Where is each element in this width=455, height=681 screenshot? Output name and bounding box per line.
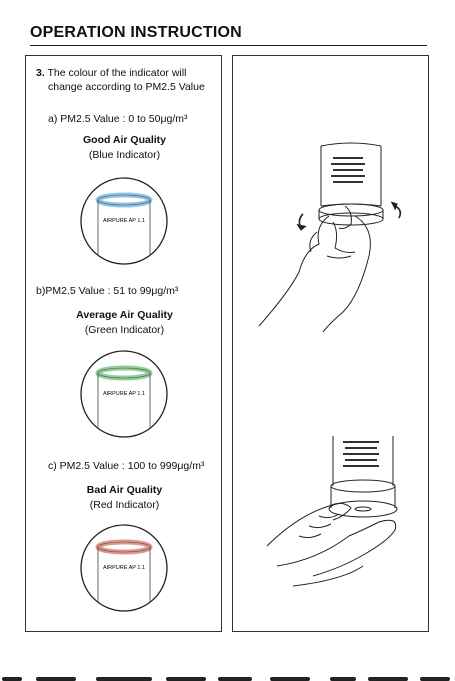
device-label-bad: AIRPURE AP 1.1 <box>102 565 146 571</box>
quality-label-average: Average Air Quality <box>76 309 173 321</box>
indicator-instructions-panel <box>25 55 222 632</box>
illustration-panel <box>232 55 429 632</box>
indicator-label-red: (Red Indicator) <box>89 499 160 511</box>
step-text <box>36 66 205 94</box>
blue-indicator-illustration <box>79 176 169 266</box>
hold-base-illustration <box>267 436 397 586</box>
range-label-bad: c) PM2.5 Value : 100 to 999μg/m³ <box>48 460 205 472</box>
device-label-average: AIRPURE AP 1.1 <box>102 391 146 397</box>
green-indicator-illustration <box>79 349 169 439</box>
indicator-label-blue: (Blue Indicator) <box>88 149 161 161</box>
device-label-good: AIRPURE AP 1.1 <box>102 218 146 224</box>
hand-illustrations <box>233 56 430 633</box>
step-number: 3. <box>36 67 45 79</box>
red-indicator-illustration <box>79 523 169 613</box>
page-title: OPERATION INSTRUCTION <box>30 24 242 41</box>
quality-label-bad: Bad Air Quality <box>86 484 163 496</box>
unscrew-base-illustration <box>259 143 400 332</box>
range-label-good: a) PM2.5 Value : 0 to 50μg/m³ <box>48 113 188 125</box>
step-line-2: change according to PM2.5 Value <box>48 81 205 93</box>
range-label-average: b)PM2.5 Value : 51 to 99μg/m³ <box>36 285 179 297</box>
quality-label-good: Good Air Quality <box>82 134 167 146</box>
step-line-1: The colour of the indicator will <box>47 67 187 79</box>
title-underline <box>30 45 427 46</box>
page-bottom-edge <box>0 677 455 681</box>
indicator-label-green: (Green Indicator) <box>84 324 165 336</box>
